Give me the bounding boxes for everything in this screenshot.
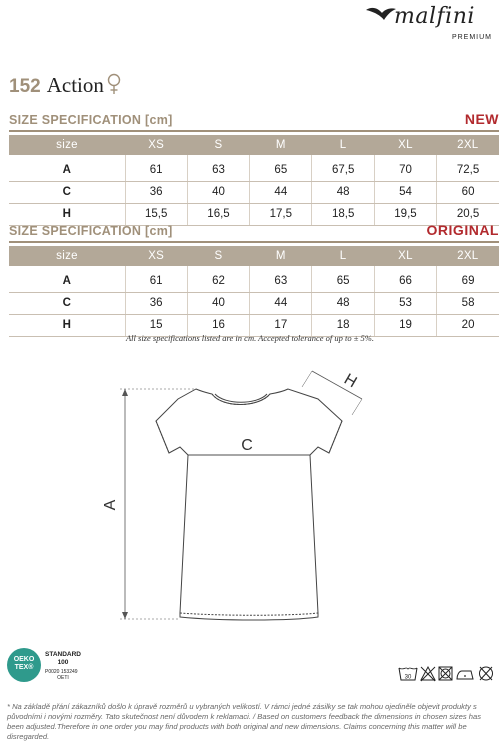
table-cell: 65	[312, 266, 374, 292]
standard-line1: STANDARD	[45, 651, 81, 658]
header-cell: XS	[125, 246, 187, 266]
label-a: A	[102, 499, 119, 511]
section-tag-original: ORIGINAL	[426, 222, 499, 238]
section-title: SIZE SPECIFICATION [cm]	[9, 113, 173, 127]
table-cell: 20	[437, 314, 499, 336]
section-tag-new: NEW	[464, 111, 499, 127]
table-cell: 61	[125, 155, 187, 181]
wash-30-icon	[399, 668, 417, 681]
table-cell: 15,5	[125, 203, 187, 225]
table-row	[9, 155, 499, 181]
header-cell: XS	[125, 135, 187, 155]
header-cell: M	[250, 246, 312, 266]
table-row	[9, 292, 499, 314]
section-divider	[9, 241, 499, 243]
table-cell: 70	[374, 155, 436, 181]
product-code: 152	[9, 76, 41, 97]
brand-logo	[364, 4, 494, 46]
number-line1: P0020 153249	[45, 669, 78, 675]
table-cell: 61	[125, 266, 187, 292]
header-cell: M	[250, 135, 312, 155]
iron-icon	[457, 671, 473, 679]
table-cell: 36	[125, 292, 187, 314]
table-cell: 36	[125, 181, 187, 203]
oeko-number	[45, 669, 81, 681]
table-cell: 40	[187, 292, 249, 314]
table-cell: 48	[312, 292, 374, 314]
no-dry-clean-icon	[480, 667, 493, 680]
table-cell: 69	[437, 266, 499, 292]
row-label: C	[9, 181, 125, 203]
row-label: A	[9, 266, 125, 292]
bird-icon	[364, 4, 398, 26]
wash-temp-label: 30	[404, 674, 412, 681]
table-cell: 18,5	[312, 203, 374, 225]
tolerance-note: All size specifications listed are in cm. Accepted tolerance of up to ± 5%.	[125, 333, 375, 343]
oeko-badge-line2: TEX®	[14, 664, 34, 671]
table-cell: 58	[437, 292, 499, 314]
size-section-new	[9, 111, 499, 226]
row-label: H	[9, 314, 125, 336]
size-table-original	[9, 246, 499, 337]
section-divider	[9, 130, 499, 132]
table-cell: 19,5	[374, 203, 436, 225]
table-cell: 48	[312, 181, 374, 203]
brand-sub: PREMIUM	[451, 34, 492, 41]
product-title	[9, 70, 122, 98]
label-h: H	[340, 370, 360, 392]
header-cell: L	[312, 135, 374, 155]
table-cell: 60	[437, 181, 499, 203]
header-cell: S	[187, 246, 249, 266]
size-table-new	[9, 135, 499, 226]
oeko-tex-logo	[7, 648, 41, 682]
table-cell: 63	[250, 266, 312, 292]
header-cell: L	[312, 246, 374, 266]
size-section-original	[9, 222, 499, 337]
brand-name: malfini	[394, 4, 475, 29]
table-cell: 54	[374, 181, 436, 203]
tshirt-measurement-diagram	[100, 363, 410, 628]
table-cell: 67,5	[312, 155, 374, 181]
table-cell: 17,5	[250, 203, 312, 225]
oeko-tex-certification	[7, 648, 117, 690]
label-c: C	[241, 437, 253, 454]
header-cell: 2XL	[437, 246, 499, 266]
header-cell: XL	[374, 246, 436, 266]
header-cell: XL	[374, 135, 436, 155]
table-cell: 44	[250, 292, 312, 314]
oeko-standard	[45, 651, 81, 667]
header-cell: S	[187, 135, 249, 155]
header-cell: 2XL	[437, 135, 499, 155]
dimension-a-line	[120, 389, 196, 619]
table-cell: 53	[374, 292, 436, 314]
oeko-badge-line1: OEKO	[13, 656, 35, 663]
table-cell: 19	[374, 314, 436, 336]
number-line2: OETI	[57, 675, 69, 681]
header-cell: size	[9, 135, 125, 155]
table-cell: 66	[374, 266, 436, 292]
standard-line2: 100	[57, 659, 69, 666]
female-icon	[106, 73, 122, 95]
table-cell: 65	[250, 155, 312, 181]
table-cell: 16	[187, 314, 249, 336]
tshirt-outline	[156, 389, 342, 620]
no-tumble-dry-icon	[439, 667, 452, 680]
table-row	[9, 181, 499, 203]
table-cell: 72,5	[437, 155, 499, 181]
table-header-row	[9, 246, 499, 266]
row-label: H	[9, 203, 125, 225]
table-cell: 63	[187, 155, 249, 181]
table-cell: 20,5	[437, 203, 499, 225]
table-cell: 18	[312, 314, 374, 336]
header-cell: size	[9, 246, 125, 266]
section-title: SIZE SPECIFICATION [cm]	[9, 224, 173, 238]
row-label: C	[9, 292, 125, 314]
row-label: A	[9, 155, 125, 181]
table-cell: 16,5	[187, 203, 249, 225]
table-cell: 40	[187, 181, 249, 203]
footnote: * Na základě přání zákazníků došlo k úpravě rozměrů u vybraných velikostí. V rámci jedné zásilky se tak mohou ojediněle objevit produkty s původními i novými rozměry. Tato skutečnost není důvodem k reklamaci. / Based on customers feedback the dimensions in chosen sizes has been adjusted.Therefore in one order you may find products with both original and new dimensions. Claims concerning this matter will be disregarded.	[7, 702, 481, 741]
table-header-row	[9, 135, 499, 155]
product-name: Action	[46, 73, 104, 97]
table-cell: 62	[187, 266, 249, 292]
table-row	[9, 266, 499, 292]
care-symbols	[397, 664, 497, 684]
table-cell: 44	[250, 181, 312, 203]
table-cell: 17	[250, 314, 312, 336]
no-bleach-icon	[421, 667, 435, 681]
table-cell: 15	[125, 314, 187, 336]
